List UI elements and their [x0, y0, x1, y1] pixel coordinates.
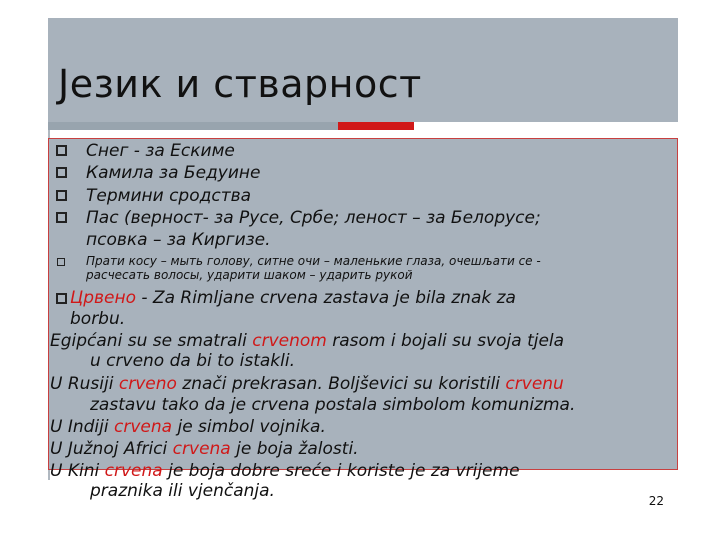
red-text: crvena: [104, 461, 163, 481]
small-bullet-line: расчесать волосы, ударити шаком – ударить рукой: [86, 268, 413, 282]
page-number: 22: [648, 494, 664, 508]
paragraph-line: u crveno da bi to istakli.: [90, 351, 295, 371]
text: rasom i bojali su svoja tjela: [326, 331, 565, 351]
text: je boja dobre sreće i koriste je za vrijeme: [162, 461, 520, 481]
text: U Južnoj Africi: [50, 439, 173, 459]
square-bullet-icon: [56, 167, 67, 178]
square-bullet-icon: [57, 258, 65, 266]
paragraph-line: [50, 373, 564, 395]
red-text: crveno: [118, 374, 177, 394]
crveno-lead-cont: borbu.: [70, 309, 126, 329]
bullet-item: Термини сродства: [86, 186, 252, 206]
crveno-lead: [70, 287, 516, 309]
text: je simbol vojnika.: [172, 417, 326, 437]
crveno-lead-text: - Za Rimljane crvena zastava je bila znak za: [135, 288, 516, 308]
bullet-item-continuation: псовка – за Киргизе.: [86, 230, 271, 250]
paragraph-line: [50, 416, 326, 438]
text: je boja žalosti.: [230, 439, 359, 459]
text: Egipćani su se smatrali: [50, 331, 253, 351]
square-bullet-icon: [56, 293, 67, 304]
red-text: crvenu: [505, 374, 564, 394]
bullet-item: Снег - за Ескиме: [86, 141, 235, 161]
red-text: crvena: [114, 417, 173, 437]
text: U Rusiji: [50, 374, 119, 394]
text: znači prekrasan. Boljševici su koristili: [176, 374, 506, 394]
paragraph-line: [50, 330, 564, 352]
paragraph-line: zastavu tako da je crvena postala simbolom komunizma.: [90, 395, 576, 415]
title-rule-accent: [338, 122, 414, 130]
crveno-word: Црвено: [70, 288, 136, 308]
paragraph-line: [50, 460, 520, 482]
square-bullet-icon: [56, 212, 67, 223]
red-text: crvena: [172, 439, 231, 459]
text: U Indiji: [50, 417, 114, 437]
paragraph-line: praznika ili vjenčanja.: [90, 481, 275, 501]
bullet-item: Камила за Бедуине: [86, 163, 261, 183]
paragraph-line: [50, 438, 359, 460]
small-bullet-line: Прати косу – мыть голову, ситне очи – маленькие глаза, очешљати се -: [86, 254, 541, 268]
bullet-item: Пас (верност- за Русе, Србе; леност – за Белорусе;: [86, 208, 541, 228]
square-bullet-icon: [56, 190, 67, 201]
slide-title: Језик и стварност: [58, 62, 422, 106]
text: U Kini: [50, 461, 105, 481]
square-bullet-icon: [56, 145, 67, 156]
red-text: crvenom: [252, 331, 327, 351]
title-rule: [48, 122, 338, 130]
